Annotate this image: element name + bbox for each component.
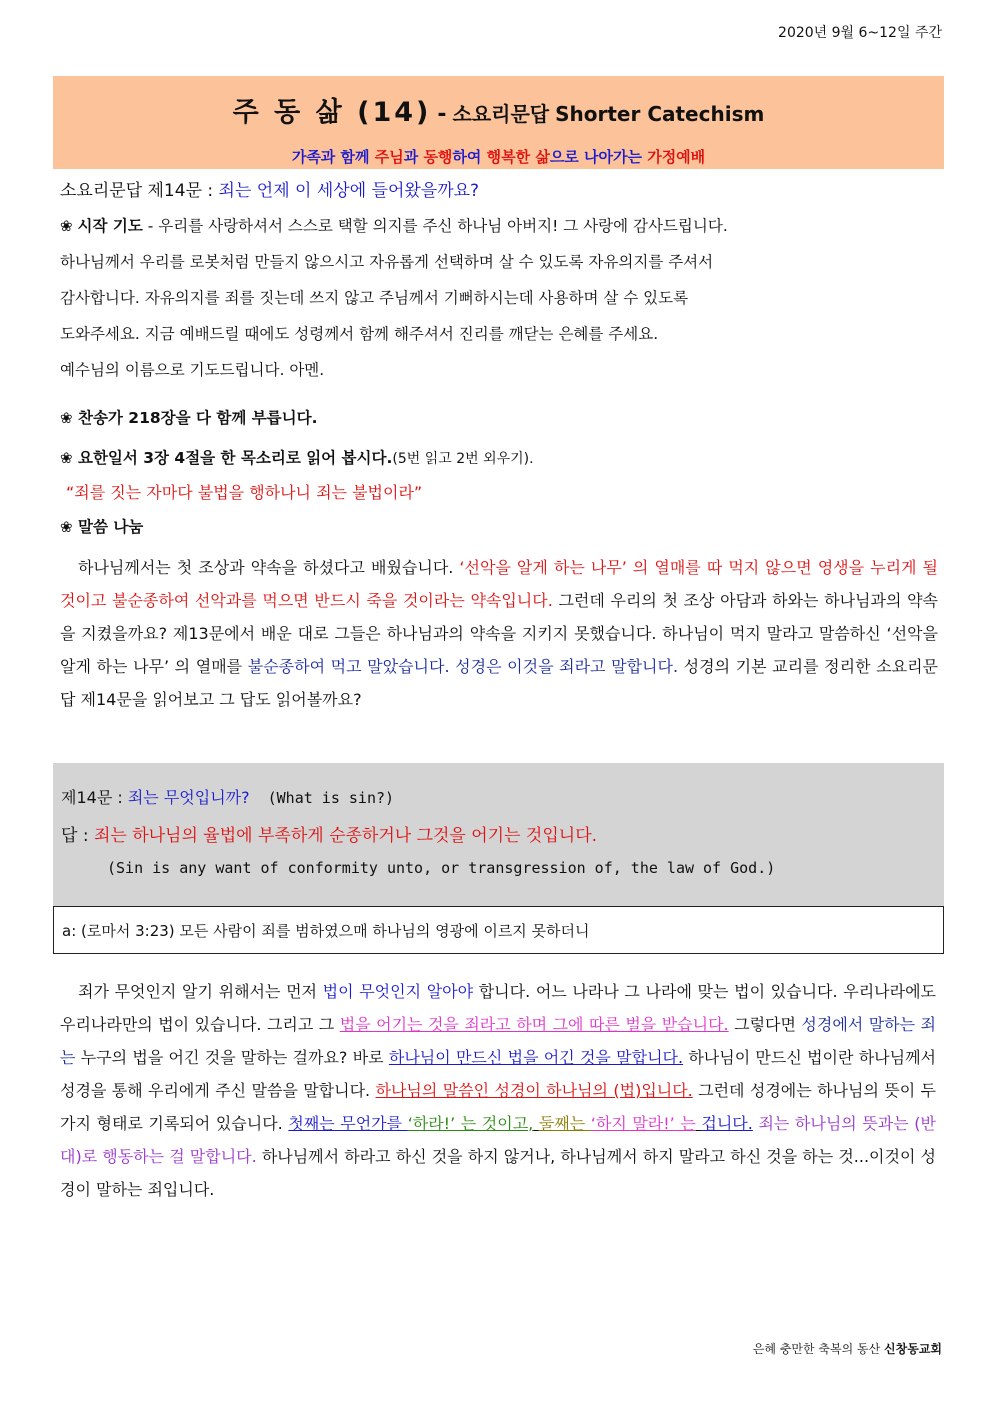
sermon-title [60, 509, 938, 545]
para-segment: 누구의 법을 어긴 것을 말하는 걸까요? 바로 [75, 1048, 389, 1067]
para-segment-blue: 성경에서 말하는 죄는 [60, 1015, 937, 1067]
para-segment: 그런데 성경에는 하나님의 뜻이 두 가지 형태로 기록되어 있습니다. [60, 1081, 937, 1133]
scripture-reference: a: (로마서 3:23) 모든 사람이 죄를 범하였으매 하나님의 영광에 이르지 못하더니 [62, 922, 590, 940]
para-segment-magenta-underline: ‘하지 말라!’ 는 [590, 1114, 696, 1133]
para-segment: 하나님께서는 첫 조상과 약속을 하셨다고 배웠습니다. [78, 558, 460, 577]
subtitle-part: 가정예배 [647, 148, 706, 166]
para-segment-red: ‘선악을 알게 하는 나무’ 의 열매를 따 먹지 않으면 영생을 누리게 될 것이고 불순종하여 선악과를 먹으면 반드시 죽을 것이라는 약속입니다. [60, 558, 938, 610]
prayer-line: 예수님의 이름으로 기도드립니다. 아멘. [60, 361, 325, 379]
prayer-line [60, 208, 938, 244]
banner-title-en: Shorter Catechism [555, 102, 765, 126]
para-segment-blue: 법이 무엇인지 알아야 [322, 982, 474, 1001]
scripture-reference-box [53, 906, 944, 954]
question-header [60, 178, 938, 204]
catechism-box [53, 763, 944, 906]
answer-text: 죄는 하나님의 율법에 부족하게 순종하거나 그것을 어기는 것입니다. [93, 826, 598, 846]
banner-title [53, 90, 944, 129]
prayer-line: 감사합니다. 자유의지를 죄를 짓는데 쓰지 않고 주님께서 기뻐하시는데 사용하며 살 수 있도록 [60, 289, 689, 307]
prayer-text: - 우리를 사랑하셔서 스스로 택할 의지를 주신 하나님 아버지! 그 사랑에 감사드립니다. [142, 217, 728, 235]
para-segment-purple: 죄는 하나님의 뜻과는 (반대)로 행동하는 걸 말합니다. [60, 1114, 936, 1166]
answer-label: 답 : [61, 826, 94, 846]
question-number: 제14문 : [61, 788, 128, 807]
sermon-title-text: 말씀 나눔 [77, 518, 144, 536]
para-segment-blue: 불순종하여 먹고 말았습니다. 성경은 이것을 죄라고 말합니다. [247, 657, 679, 676]
hymn-line [60, 400, 938, 436]
reading-note: (5번 읽고 2번 외우기). [392, 451, 534, 467]
para-segment: 성경의 기본 교리를 정리한 소요리문답 제14문을 읽어보고 그 답도 읽어볼까요? [60, 657, 938, 709]
banner-title-main: 주 동 삶 (14) [232, 97, 432, 128]
explanation-paragraph [60, 975, 936, 1206]
para-segment: 그렇다면 [728, 1015, 802, 1034]
para-segment-blue-underline: 겁니다. [701, 1114, 753, 1133]
subtitle-part: 하여 [452, 148, 487, 166]
subtitle-part: 동행 [423, 148, 453, 166]
subtitle-part: 으로 나아가는 [549, 148, 648, 166]
prayer-line: 도와주세요. 지금 예배드릴 때에도 성령께서 함께 해주셔서 진리를 깨닫는 은혜를 주세요. [60, 325, 659, 343]
hymn-text: 찬송가 218장을 다 함께 부릅니다. [77, 409, 318, 427]
para-segment: 하나님이 만드신 법이란 하나님께서 성경을 통해 우리에게 주신 말씀을 말합니다. [60, 1048, 936, 1100]
para-segment-blue-underline: 첫째는 무언가를 [288, 1114, 408, 1133]
reading-text: 요한일서 3장 4절을 한 목소리로 읽어 봅시다. [77, 449, 393, 467]
para-segment-green-underline: ‘하라!’ 는 것이고, [407, 1114, 534, 1133]
question-text: 죄는 언제 이 세상에 들어왔을까요? [218, 181, 480, 201]
church-name: 신창동교회 [884, 1342, 942, 1356]
prayer-line: 하나님께서 우리를 로봇처럼 만들지 않으시고 자유롭게 선택하며 살 수 있도록 자유의지를 주셔서 [60, 253, 714, 271]
para-segment-olive-underline: 둘째는 [538, 1114, 591, 1133]
para-segment: 죄가 무엇인지 알기 위해서는 먼저 [78, 982, 323, 1001]
flower-bullet-icon: ❀ [60, 409, 73, 427]
banner-subtitle [53, 146, 944, 167]
main-content [60, 178, 938, 716]
flower-bullet-icon: ❀ [60, 518, 73, 536]
footer [753, 1340, 942, 1357]
catechism-question [61, 785, 394, 808]
para-segment: 합니다. 어느 나라나 그 나라에 맞는 법이 있습니다. 우리나라에도 우리나라만의 법이 있습니다. 그리고 그 [60, 982, 936, 1034]
date-label: 2020년 9월 6~12일 주간 [778, 25, 942, 41]
catechism-answer [61, 821, 597, 846]
flower-bullet-icon: ❀ [60, 217, 73, 235]
question-text: 죄는 무엇입니까? [127, 788, 250, 807]
title-banner [53, 76, 944, 169]
banner-title-dash: - [437, 102, 447, 127]
subtitle-part: 행복한 삶 [486, 148, 550, 166]
prayer-section [60, 208, 938, 388]
catechism-answer-english: (Sin is any want of conformity unto, or transgression of, the law of God.) [107, 859, 776, 877]
para-segment-red-underline: 하나님의 말씀인 성경이 하나님의 (법)입니다. [375, 1081, 693, 1100]
bible-verse: “죄를 짓는 자마다 불법을 행하나니 죄는 불법이라” [66, 483, 423, 502]
flower-bullet-icon: ❀ [60, 449, 73, 467]
para-segment: 그런데 우리의 첫 조상 아담과 하와는 하나님과의 약속을 지켰을까요? 제13문에서 배운 대로 그들은 하나님과의 약속을 지키지 못했습니다. 하나님이 먹지 말라고 말씀하신 ‘선악을 알게 하는 나무’ 의 열매를 [60, 591, 938, 676]
prayer-label: 시작 기도 [77, 217, 143, 235]
para-segment-blue-underline: 하나님이 만드신 법을 어긴 것을 말합니다. [388, 1048, 684, 1067]
subtitle-part: 과 [403, 148, 424, 166]
question-prefix: 소요리문답 제14문 : [60, 181, 219, 201]
sermon-paragraph [60, 551, 938, 716]
para-segment: 하나님께서 하라고 하신 것을 하지 않거나, 하나님께서 하지 말라고 하신 것을 하는 것...이것이 성경이 말하는 죄입니다. [60, 1147, 936, 1199]
banner-title-sub: 소요리문답 [452, 102, 550, 126]
question-english: (What is sin?) [267, 789, 395, 807]
subtitle-part: 주님 [374, 148, 404, 166]
subtitle-part: 가족과 함께 [291, 148, 375, 166]
reading-line [60, 440, 938, 477]
footer-text: 은혜 충만한 축복의 동산 [752, 1342, 885, 1356]
para-segment-magenta: 법을 어기는 것을 죄라고 하며 그에 따른 벌을 받습니다. [339, 1015, 729, 1034]
